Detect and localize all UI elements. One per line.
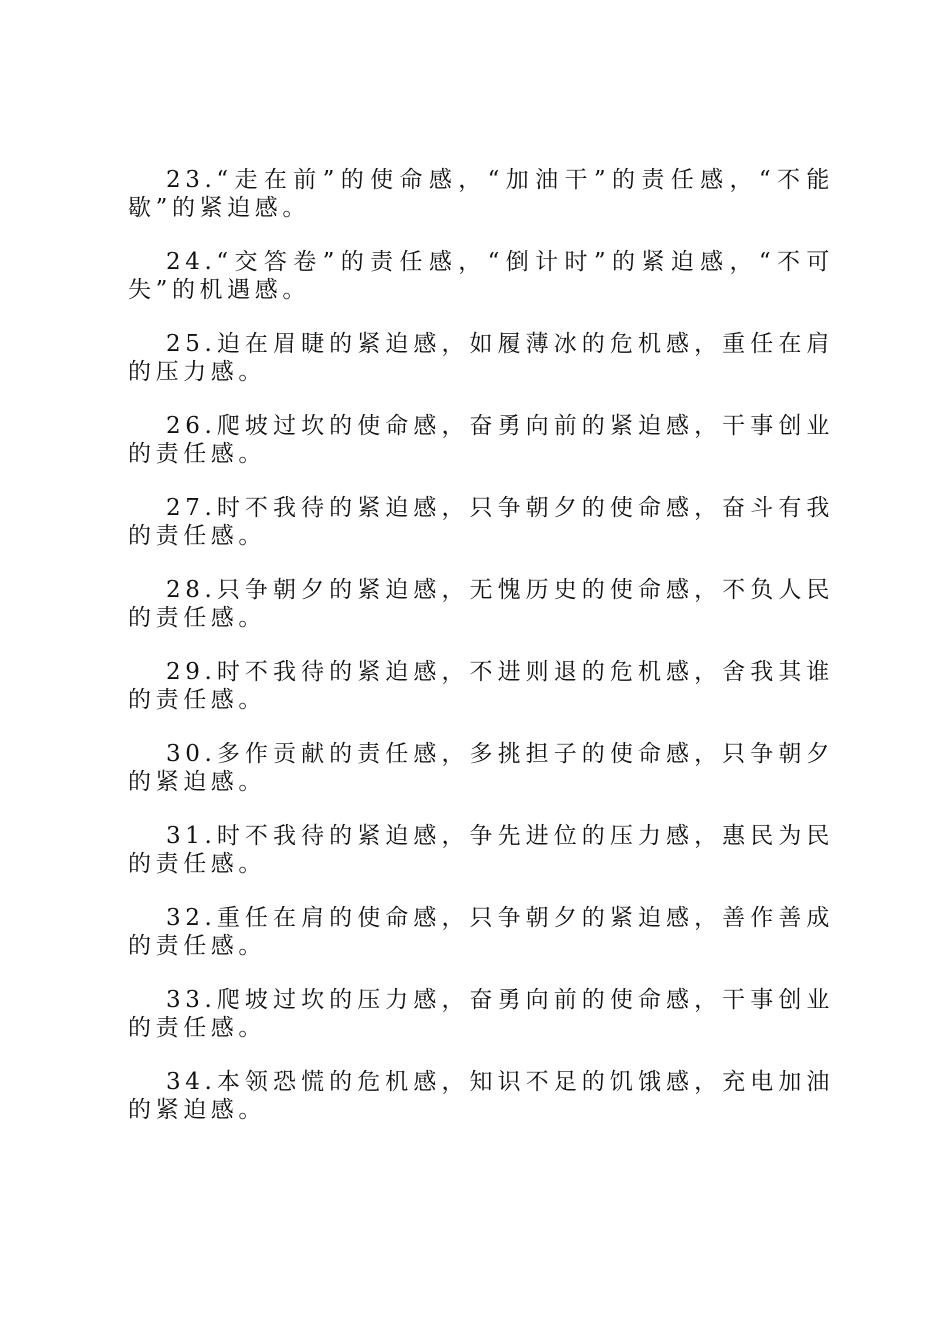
list-item: 30.多作贡献的责任感，多挑担子的使命感，只争朝夕的紧迫感。 (128, 741, 834, 795)
list-item: 29.时不我待的紧迫感，不进则退的危机感，舍我其谁的责任感。 (128, 659, 834, 713)
list-item: 34.本领恐慌的危机感，知识不足的饥饿感，充电加油的紧迫感。 (128, 1069, 834, 1123)
list-item: 28.只争朝夕的紧迫感，无愧历史的使命感，不负人民的责任感。 (128, 577, 834, 631)
list-item: 31.时不我待的紧迫感，争先进位的压力感，惠民为民的责任感。 (128, 823, 834, 877)
list-item: 33.爬坡过坎的压力感，奋勇向前的使命感，干事创业的责任感。 (128, 987, 834, 1041)
document-body (128, 166, 834, 1150)
list-item: 27.时不我待的紧迫感，只争朝夕的使命感，奋斗有我的责任感。 (128, 495, 834, 549)
list-item: 23.“走在前”的使命感，“加油干”的责任感，“不能歇”的紧迫感。 (128, 167, 834, 221)
list-item: 26.爬坡过坎的使命感，奋勇向前的紧迫感，干事创业的责任感。 (128, 413, 834, 467)
list-item: 32.重任在肩的使命感，只争朝夕的紧迫感，善作善成的责任感。 (128, 905, 834, 959)
list-item: 25.迫在眉睫的紧迫感，如履薄冰的危机感，重任在肩的压力感。 (128, 331, 834, 385)
list-item: 24.“交答卷”的责任感，“倒计时”的紧迫感，“不可失”的机遇感。 (128, 249, 834, 303)
